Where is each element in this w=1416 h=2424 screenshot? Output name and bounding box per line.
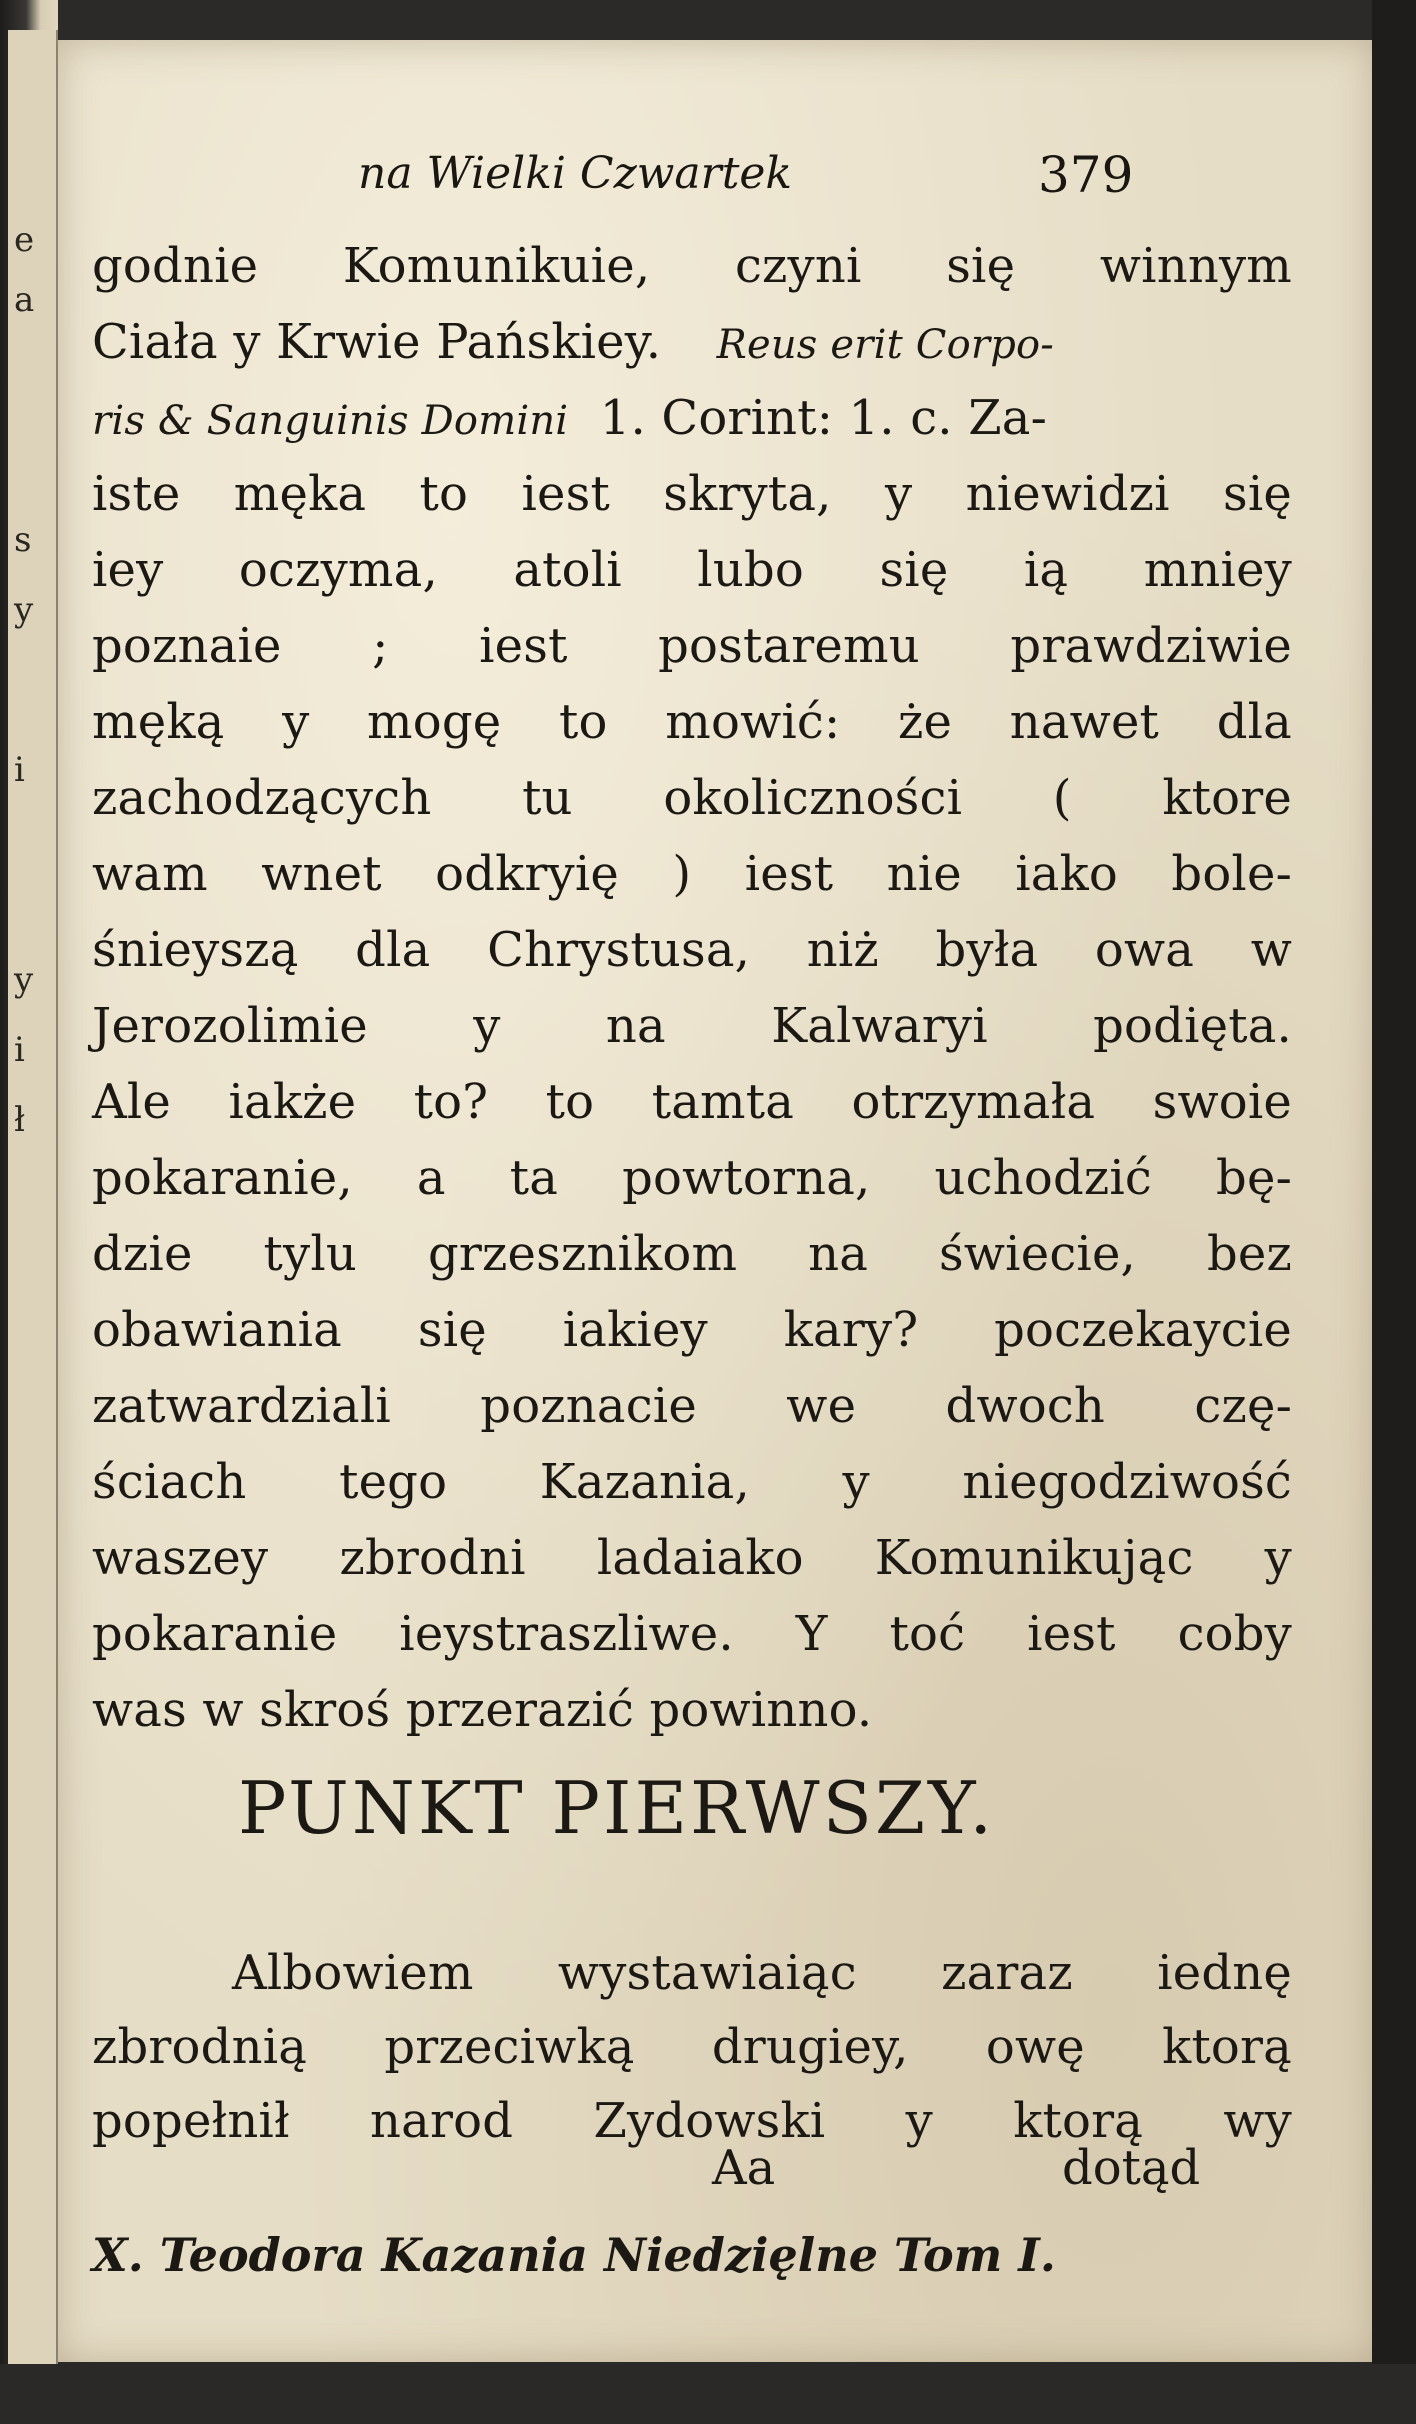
right-scan-edge [1372, 0, 1416, 2424]
latin-quote: Reus erit Corpo- [716, 322, 1055, 368]
signature-row [92, 2140, 1292, 2220]
text-line: męką y mogę to mowić: że nawet dla [92, 694, 1292, 750]
text-line [92, 380, 1292, 456]
text-line: iste męka to iest skryta, y niewidzi się [92, 466, 1292, 522]
text-line: ściach tego Kazania, y niegodziwość [92, 1454, 1292, 1510]
text-line: śnieyszą dla Chrystusa, niż była owa w [92, 922, 1292, 978]
prev-page-letter: i [14, 1030, 25, 1070]
text-line: obawiania się iakiey kary? poczekaycie [92, 1302, 1292, 1358]
text-line: was w skroś przerazić powinno. [92, 1682, 873, 1738]
prev-page-letter: i [14, 750, 25, 790]
section-heading: PUNKT PIERWSZY. [238, 1766, 996, 1850]
previous-page-edge [8, 30, 58, 2380]
citation: 1. Corint: 1. c. Za- [599, 390, 1047, 446]
text-line-part: Ciała y Krwie Pańskiey. [92, 314, 662, 370]
text-line: Jerozolimie y na Kalwaryi podięta. [92, 998, 1292, 1054]
text-line [92, 304, 1292, 380]
text-line: waszey zbrodni ladaiako Komunikując y [92, 1530, 1292, 1586]
running-title: na Wielki Czwartek [358, 148, 793, 199]
signature-mark: Aa [712, 2140, 776, 2196]
latin-quote: ris & Sanguinis Domini [92, 398, 569, 444]
text-line: zachodzących tu okoliczności ( ktore [92, 770, 1292, 826]
text-line: dzie tylu grzesznikom na świecie, bez [92, 1226, 1292, 1282]
prev-page-letter: e [14, 220, 35, 260]
text-line: Albowiem wystawiaiąc zaraz iednę [232, 1945, 1292, 2001]
text-line: pokaranie, a ta powtorna, uchodzić bę- [92, 1150, 1292, 1206]
prev-page-letter: ł [14, 1100, 26, 1140]
book-page [58, 40, 1374, 2362]
text-line: popełnił narod Zydowski y ktorą wy [92, 2093, 1292, 2149]
page-header [58, 130, 1374, 220]
text-line: Ale iakże to? to tamta otrzymała swoie [92, 1074, 1292, 1130]
catchword: dotąd [1062, 2140, 1201, 2196]
text-line: zbrodnią przeciwką drugiey, owę ktorą [92, 2019, 1292, 2075]
text-line: pokaranie ieystraszliwe. Y toć iest coby [92, 1606, 1292, 1662]
prev-page-letter: s [14, 520, 32, 560]
text-line: wam wnet odkryię ) iest nie iako bole- [92, 846, 1292, 902]
second-paragraph [92, 1936, 1292, 2158]
prev-page-letter: y [14, 960, 34, 1000]
footer-imprint: X. Teodora Kazania Niedzięlne Tom I. [92, 2228, 1056, 2282]
prev-page-letter: a [14, 280, 35, 320]
body-paragraph [92, 228, 1292, 1748]
text-line: iey oczyma, atoli lubo się ią mniey [92, 542, 1292, 598]
page-number: 379 [1038, 146, 1134, 204]
bottom-scan-edge [0, 2364, 1416, 2424]
text-line: poznaie ; iest postaremu prawdziwie [92, 618, 1292, 674]
prev-page-letter: y [14, 590, 34, 630]
text-line: godnie Komunikuie, czyni się winnym [92, 238, 1292, 294]
text-line: zatwardziali poznacie we dwoch czę- [92, 1378, 1292, 1434]
